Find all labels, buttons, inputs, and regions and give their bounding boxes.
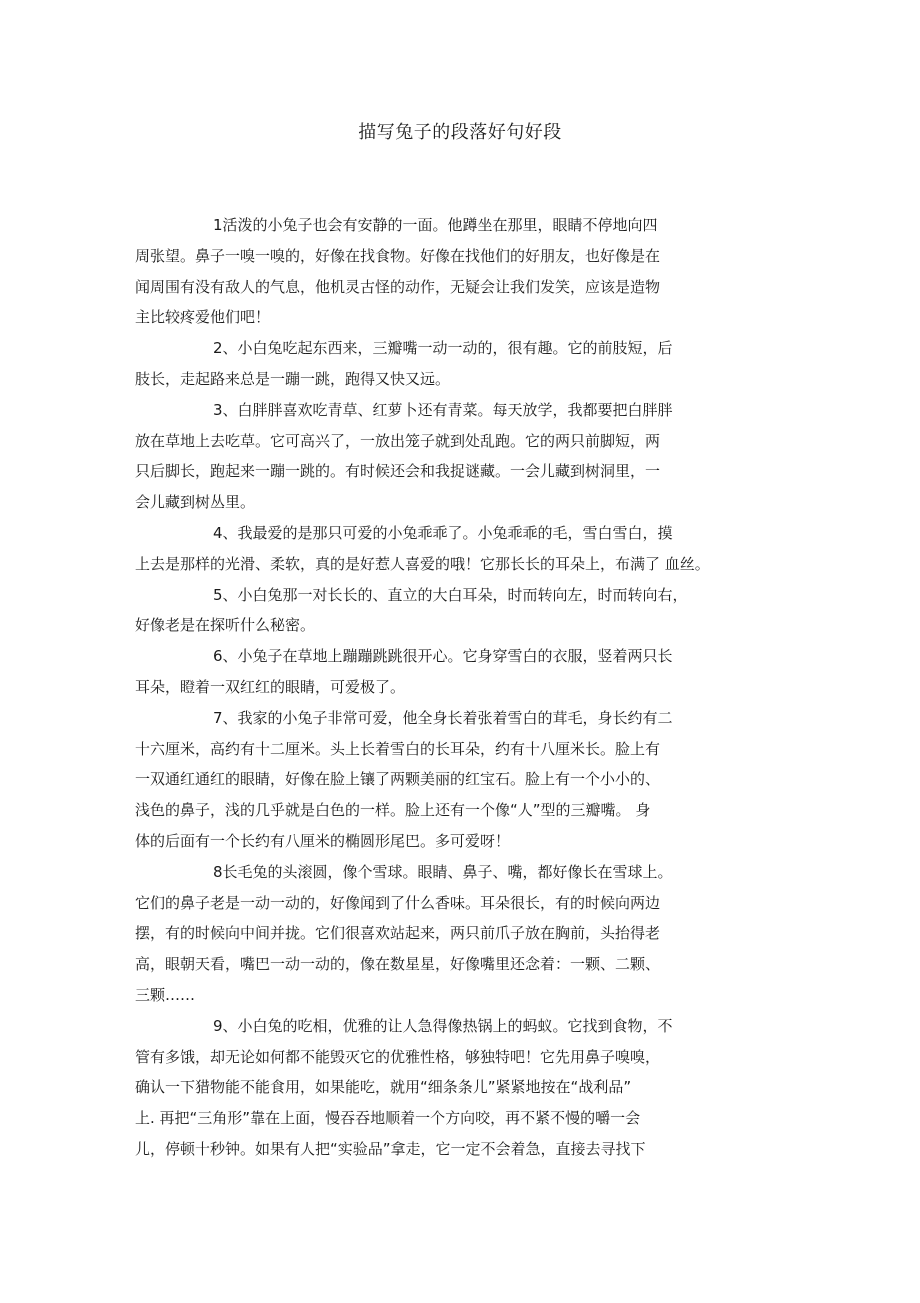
paragraph-line: 它们的鼻子老是一动一动的，好像闻到了什么香味。耳朵很长，有的时候向两边	[135, 893, 661, 912]
paragraph-line: 上. 再把“三角形”靠在上面，慢吞吞地顺着一个方向咬，再不紧不慢的嚼一会	[135, 1109, 641, 1128]
paragraph-line: 放在草地上去吃草。它可高兴了，一放出笼子就到处乱跑。它的两只前脚短，两	[135, 431, 661, 450]
paragraph-first-line: 4、我最爱的是那只可爱的小兔乖乖了。小兔乖乖的毛，雪白雪白，摸	[213, 523, 673, 542]
paragraph-first-line: 6、小兔子在草地上蹦蹦跳跳很开心。它身穿雪白的衣服，竖着两只长	[213, 647, 673, 666]
paragraph-line: 好像老是在探听什么秘密。	[135, 616, 316, 635]
paragraph-first-line: 5、小白兔那一对长长的、直立的大白耳朵，时而转向左，时而转向右，	[213, 585, 688, 604]
paragraph-line: 只后脚长，跑起来一蹦一跳的。有时候还会和我捉谜藏。一会儿藏到树洞里，一	[135, 462, 661, 481]
paragraph-first-line: 9、小白兔的吃相，优雅的让人急得像热锅上的蚂蚁。它找到食物，不	[213, 1016, 673, 1035]
paragraph-line: 耳朵，瞪着一双红红的眼睛，可爱极了。	[135, 677, 406, 696]
paragraph-line: 管有多饿，却无论如何都不能毁灭它的优雅性格，够独特吧！它先用鼻子嗅嗅，	[135, 1047, 661, 1066]
paragraph-line: 高，眼朝天看，嘴巴一动一动的，像在数星星，好像嘴里还念着：一颗、二颗、	[135, 955, 661, 974]
paragraph-line: 儿，停顿十秒钟。如果有人把“实验品”拿走，它一定不会着急，直接去寻找下	[135, 1139, 646, 1158]
paragraph-first-line: 8长毛兔的头滚圆，像个雪球。眼睛、鼻子、嘴，都好像长在雪球上。	[213, 862, 673, 881]
paragraph-line: 浅色的鼻子，浅的几乎就是白色的一样。脸上还有一个像“人”型的三瓣嘴。 身	[135, 801, 651, 820]
paragraph-line: 肢长，走起路来总是一蹦一跳，跑得又快又远。	[135, 369, 451, 388]
paragraph-first-line: 1活泼的小兔子也会有安静的一面。他蹲坐在那里，眼睛不停地向四	[213, 216, 658, 234]
paragraph-line: 三颗……	[135, 985, 196, 1004]
paragraph-line: 上去是那样的光滑、柔软，真的是好惹人喜爱的哦！它那长长的耳朵上，布满了 血丝。	[135, 554, 710, 573]
paragraph-line: 闻周围有没有敌人的气息，他机灵古怪的动作，无疑会让我们发笑，应该是造物	[135, 277, 661, 296]
paragraph-line: 摆，有的时候向中间并拢。它们很喜欢站起来，两只前爪子放在胸前，头抬得老	[135, 924, 661, 943]
paragraph-first-line: 7、我家的小兔子非常可爱，他全身长着张着雪白的茸毛，身长约有二	[213, 708, 673, 727]
paragraph-line: 一双通红通红的眼睛，好像在脸上镶了两颗美丽的红宝石。脸上有一个小小的、	[135, 770, 661, 789]
article-body	[135, 210, 775, 1165]
paragraph-line: 十六厘米，高约有十二厘米。头上长着雪白的长耳朵，约有十八厘米长。脸上有	[135, 739, 661, 758]
page-title: 描写兔子的段落好句好段	[358, 122, 562, 143]
paragraph-first-line: 2、小白兔吃起东西来，三瓣嘴一动一动的，很有趣。它的前肢短，后	[213, 339, 673, 358]
paragraph-line: 周张望。鼻子一嗅一嗅的，好像在找食物。好像在找他们的好朋友，也好像是在	[135, 246, 661, 265]
paragraph-line: 主比较疼爱他们吧！	[135, 308, 271, 327]
paragraph-first-line: 3、白胖胖喜欢吃青草、红萝卜还有青菜。每天放学，我都要把白胖胖	[213, 400, 673, 419]
paragraph-line: 确认一下猎物能不能食用，如果能吃，就用“细条条儿”紧紧地按在“战利品”	[135, 1078, 632, 1097]
paragraph-line: 体的后面有一个长约有八厘米的椭圆形尾巴。多可爱呀！	[135, 831, 511, 850]
paragraph-line: 会儿藏到树丛里。	[135, 493, 256, 512]
